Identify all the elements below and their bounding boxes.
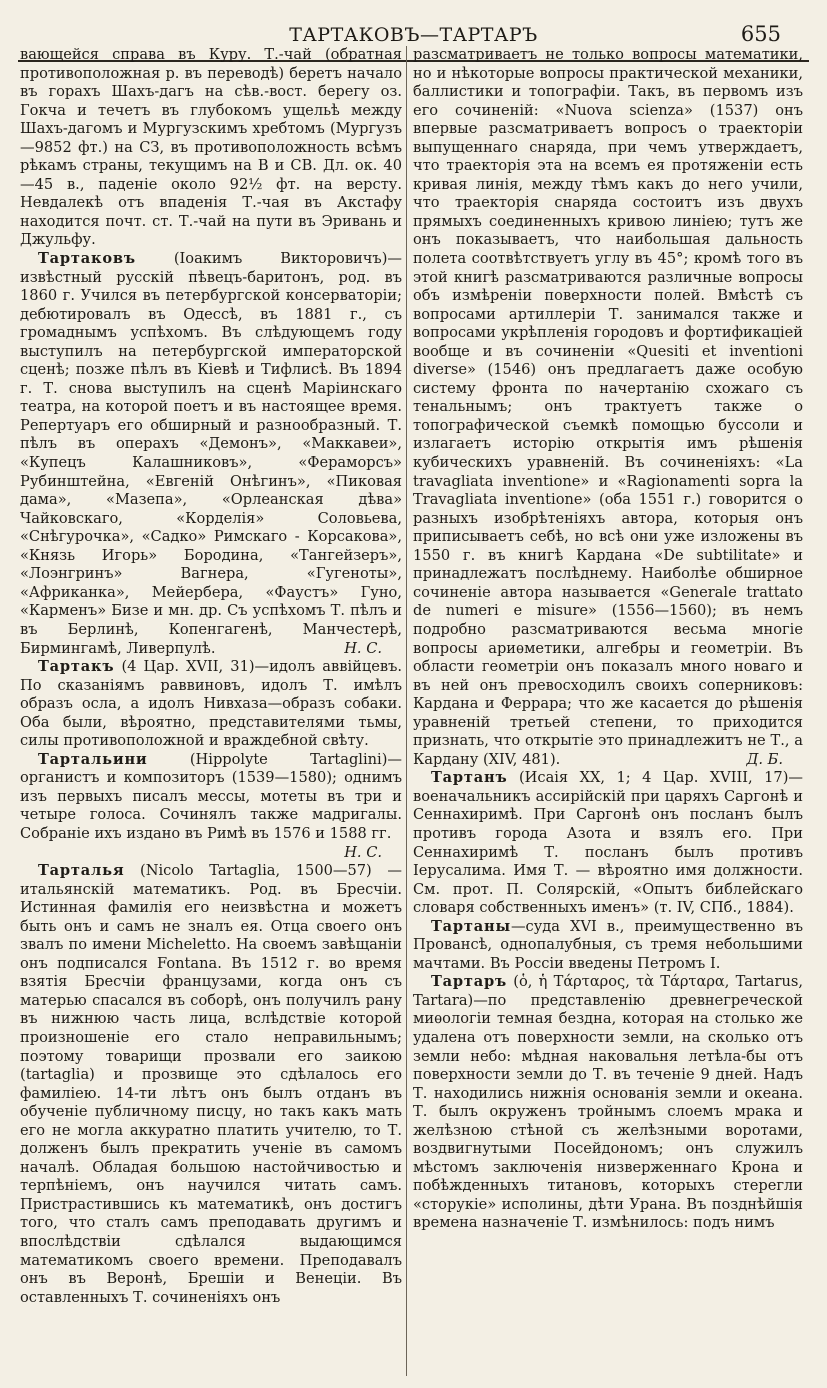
headword: Тартаны <box>431 917 511 935</box>
headword: Тартальини <box>38 750 148 768</box>
left-column <box>20 46 402 1376</box>
entry-tartan <box>413 769 803 917</box>
entry-text: (ὁ, ἡ Τάρταρος, τὰ Τάρταρα, Tartarus, Tartara)—по представленію древнегреческой миѳологіи темная бездна, которая на столько же удалена отъ поверхности земли, на сколько отъ земли небо: мѣдная наковальня летѣла-бы отъ поверхности земли до Т. въ теченіе 9 дней. Надъ Т. находились нижнія основанія земли и океана. Т. былъ окруженъ тройнымъ слоемъ мрака и желѣзною стѣной съ желѣзными воротами, воздвигнутыми Посейдономъ; онъ служилъ мѣстомъ заключенія низверженнаго Крона и побѣжденныхъ титановъ, которыхъ стерегли «сторукіе» исполины, дѣти Урана. Въ позднѣйшія времена назначеніе Т. измѣнилось: подъ нимъ <box>413 973 803 1232</box>
entry-text: (Исаія XX, 1; 4 Цар. XVIII, 17)—военачальникъ ассирійскій при царяхъ Саргонѣ и Сеннахиримѣ. При Саргонѣ онъ посланъ былъ противъ города Азота и взялъ его. При Сеннахиримѣ Т. посланъ былъ противъ Іерусалима. Имя Т. — вѣроятно имя должности. См. прот. П. Солярскій, «Опытъ библейскаго словаря собственныхъ именъ» (т. IV, СПб., 1884). <box>413 769 803 917</box>
running-head: ТАРТАКОВЪ—ТАРТАРЪ <box>289 24 538 46</box>
entry-tartalya <box>20 862 402 1307</box>
page-number: 655 <box>740 22 781 46</box>
entry-text: (Hippolyte Tartaglini)—органистъ и композиторъ (1539—1580); однимъ изъ первыхъ писалъ мессы, мотеты въ три и четыре голоса. Сочинялъ также мадригалы. Собраніе ихъ издано въ Римѣ въ 1576 и 1588 гг. <box>20 750 402 842</box>
continued-paragraph <box>413 46 803 769</box>
continued-paragraph: вающейся справа въ Куру. Т.-чай (обратная противоположная р. въ переводѣ) беретъ начало въ горахъ Шахъ-дагъ на сѣв.-вост. берегу оз. Гокча и течетъ въ глубокомъ ущельѣ между Шахъ-дагомъ и Мургузскимъ хребтомъ (Мургузъ—9852 фт.) на СЗ, въ противоположность всѣмъ рѣкамъ страны, текущимъ на В и СВ. Дл. ок. 40—45 в., паденіе около 92½ фт. на версту. Невдалекѣ отъ впаденія Т.-чая въ Акстафу находится почт. ст. Т.-чай на пути въ Эривань и Джульфу. <box>20 46 402 249</box>
headword: Тарталья <box>38 862 125 880</box>
entry-tartar <box>413 973 803 1233</box>
entry-text: (4 Цар. XVII, 31)—идолъ аввійцевъ. По сказаніямъ раввиновъ, идолъ Т. имѣлъ образъ осла, а идолъ Нивхаза—образъ собаки. Оба были, вѣроятно, представителями тьмы, силы противоположной и враждебной свѣту. <box>20 658 402 750</box>
entry-tartak <box>20 658 402 751</box>
author-signature: Д. Б. <box>746 750 783 768</box>
headword: Тартакъ <box>38 658 115 676</box>
entry-text: (Іоакимъ Викторовичъ)—извѣстный русскій пѣвецъ-баритонъ, род. въ 1860 г. Учился въ петербургской консерваторіи; дебютировалъ въ Одессѣ, въ 1881 г., съ громаднымъ успѣхомъ. Въ слѣдующемъ году выступилъ на петербургской императорской сценѣ; позже пѣлъ въ Кіевѣ и Тифлисѣ. Въ 1894 г. Т. снова выступилъ на сценѣ Маріинскаго театра, на которой поетъ и въ настоящее время. Репертуаръ его обширный и разнообразный. Т. пѣлъ въ операхъ «Демонъ», «Маккавеи», «Купецъ Калашниковъ», «Фераморсъ» Рубинштейна, «Евгеній Онѣгинъ», «Пиковая дама», «Мазепа», «Орлеанская дѣва» Чайковскаго, «Корделія» Соловьева, «Снѣгурочка», «Садко» Римскаго - Корсакова», «Князь Игорь» Бородина, «Тангейзеръ», «Лоэнгринъ» Вагнера, «Гугеноты», «Африканка», Мейербера, «Фаустъ» Гуно, «Карменъ» Бизе и мн. др. Съ успѣхомъ Т. пѣлъ и въ Берлинѣ, Копенгагенѣ, Манчестерѣ, Бирмингамѣ, Ливерпулѣ. <box>20 250 402 657</box>
entry-tartany <box>413 918 803 974</box>
right-column <box>413 46 803 1376</box>
headword: Тартаръ <box>431 973 508 991</box>
headword: Тартанъ <box>431 769 508 787</box>
column-divider <box>406 46 407 1376</box>
entry-text: —суда XVI в., преимущественно въ Провансѣ, однопалубныя, съ тремя небольшими мачтами. Въ Россіи введены Петромъ I. <box>413 917 803 972</box>
headword: Тартаковъ <box>38 250 136 268</box>
author-signature: Н. С. <box>344 843 382 861</box>
entry-tartalini <box>20 751 402 862</box>
author-signature: Н. С. <box>344 639 382 657</box>
entry-text: разсматриваетъ не только вопросы математики, но и нѣкоторые вопросы практической механики, баллистики и топографіи. Такъ, въ первомъ изъ его сочиненій: «Nuova scienza» (1537) онъ впервые разсматриваетъ вопросъ о траекторіи выпущеннаго снаряда, при чемъ утверждаетъ, что траекторія эта на всемъ ея протяженіи есть кривая линія, между тѣмъ какъ до него учили, что траекторія снаряда состоитъ изъ двухъ прямыхъ соединенныхъ кривою линіею; тутъ же онъ показываетъ, что наибольшая дальность полета соотвѣтствуетъ углу въ 45°; кромѣ того въ этой книгѣ разсматриваются различные вопросы объ измѣреніи поверхности полей. Вмѣстѣ съ вопросами артиллеріи Т. занимался также и вопросами укрѣпленія городовъ и фортификаціей вообще и въ сочиненіи «Quesiti et inventioni diverse» (1546) онъ предлагаетъ даже особую систему фронта по начертанію схожаго съ тенальнымъ; онъ трактуетъ также о топографической съемкѣ помощью буссоли и излагаетъ исторію открытія имъ рѣшенія кубическихъ уравненій. Въ сочиненіяхъ: «La travagliata inventione» и «Ragionamenti sopra la Travagliata inventione» (оба 1551 г.) говорится о разныхъ изобрѣтеніяхъ автора, которыя онъ приписываетъ себѣ, но всѣ они уже изложены въ 1550 г. въ книгѣ Кардана «De subtilitate» и принадлежатъ послѣднему. Наиболѣе обширное сочиненіе автора называется «Generale trattato de numeri e misure» (1556—1560); въ немъ подробно разсматриваются весьма многіе вопросы ариѳметики, алгебры и геометріи. Въ области геометріи онъ показалъ много новаго и въ ней онъ превосходилъ своихъ соперниковъ: Кардана и Феррара; что же касается до рѣшенія уравненій третьей степени, то приходится признать, что открытіе это принадлежитъ не Т., а Кардану (XIV, 481). <box>413 46 803 768</box>
entry-text: (Nicolo Tartaglia, 1500—57) —итальянскій математикъ. Род. въ Бресчіи. Истинная фамилія его неизвѣстна и можетъ быть онъ и самъ не зналъ ея. Отца своего онъ звалъ по имени Michelettо. На своемъ завѣщаніи онъ подписался Fontana. Въ 1512 г. во время взятія Бресчіи французами, когда онъ съ матерью спасался въ соборѣ, онъ получилъ рану въ нижнюю часть лица, вслѣдствіе которой произношеніе его стало неправильнымъ; поэтому товарищи прозвали его заикою (tartaglia) и прозвище это сдѣлалось его фамиліею. 14-ти лѣтъ онъ былъ отданъ въ обученіе публичному писцу, но такъ какъ мать его не могла аккуратно платить учителю, то Т. долженъ былъ прекратить ученіе въ самомъ началѣ. Обладая большою настойчивостью и терпѣніемъ, онъ научился читать самъ. Пристрастившись къ математикѣ, онъ достигъ того, что сталъ самъ преподавать другимъ и впослѣдствіи сдѣлался выдающимся математикомъ своего времени. Преподавалъ онъ въ Веронѣ, Брешіи и Венеціи. Въ оставленныхъ Т. сочиненіяхъ онъ <box>20 862 402 1306</box>
entry-tartakov <box>20 250 402 658</box>
